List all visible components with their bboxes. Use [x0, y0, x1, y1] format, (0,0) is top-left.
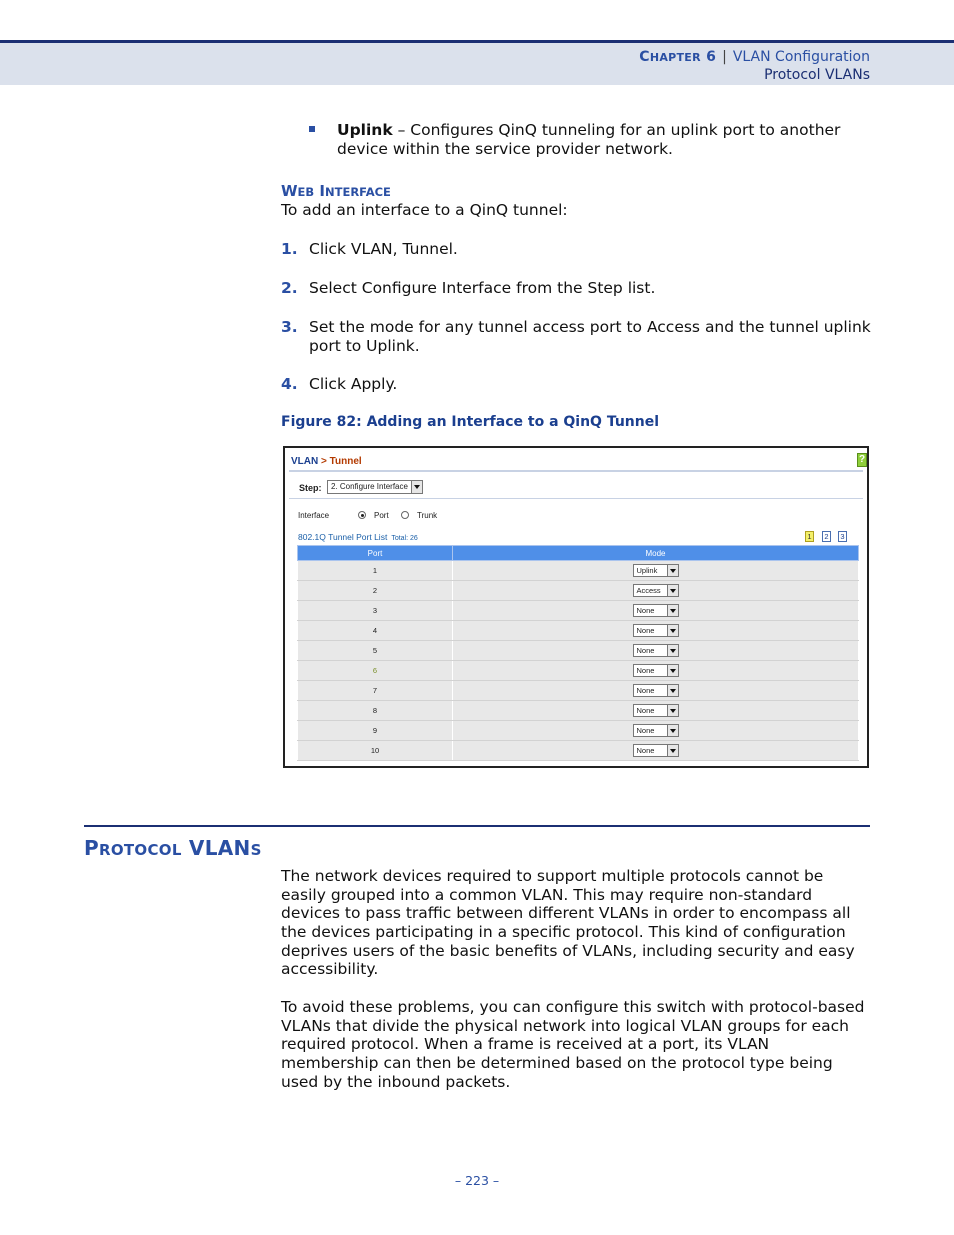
page-3-button[interactable]: 3 [838, 531, 847, 542]
mode-select[interactable]: None [633, 704, 679, 717]
port-cell: 2 [298, 581, 453, 601]
radio-port[interactable] [358, 511, 366, 519]
interface-label: Interface [298, 511, 330, 520]
port-cell: 6 [298, 661, 453, 681]
table-row [298, 681, 859, 701]
section-title: PROTOCOL VLANS [84, 836, 262, 860]
mode-cell [453, 581, 859, 601]
figure-screenshot [283, 446, 869, 768]
chevron-down-icon [667, 725, 678, 736]
mode-cell [453, 681, 859, 701]
title-divider [289, 470, 863, 472]
chapter-label: CHAPTER 6 [639, 49, 717, 65]
step-number: 4. [281, 375, 298, 393]
paragraph-line: membership can then be determined based on the protocol type being [281, 1054, 833, 1072]
port-cell: 10 [298, 741, 453, 761]
paragraph-line: accessibility. [281, 960, 379, 978]
chapter-title: VLAN Configuration [732, 49, 870, 65]
running-header [0, 40, 954, 85]
bullet-line-1: Uplink – Configures QinQ tunneling for an uplink port to another [337, 121, 841, 139]
chevron-down-icon [667, 645, 678, 656]
port-cell: 7 [298, 681, 453, 701]
header-section: Protocol VLANs [764, 67, 870, 83]
table-header-row [298, 546, 859, 561]
chevron-down-icon [667, 705, 678, 716]
mode-select[interactable]: None [633, 664, 679, 677]
table-row [298, 661, 859, 681]
paragraph-line: used by the inbound packets. [281, 1073, 511, 1091]
step-text: Click Apply. [309, 375, 398, 393]
mode-cell [453, 661, 859, 681]
paragraph-line: The network devices required to support multiple protocols cannot be [281, 867, 824, 885]
table-row [298, 621, 859, 641]
step-label: Step: [299, 483, 322, 493]
mode-cell [453, 701, 859, 721]
chevron-down-icon [667, 685, 678, 696]
page-number: – 223 – [454, 1173, 500, 1188]
table-row [298, 721, 859, 741]
step-number: 1. [281, 240, 298, 258]
port-cell: 4 [298, 621, 453, 641]
paragraph-line: the devices participating in a specific protocol. This kind of configuration [281, 923, 846, 941]
table-row [298, 641, 859, 661]
port-cell: 1 [298, 561, 453, 581]
table-row [298, 561, 859, 581]
port-cell: 5 [298, 641, 453, 661]
radio-trunk-label: Trunk [417, 511, 438, 520]
paragraph-line: To avoid these problems, you can configure this switch with protocol-based [281, 998, 865, 1016]
mode-cell [453, 601, 859, 621]
chevron-down-icon [411, 481, 422, 493]
mode-select[interactable]: None [633, 624, 679, 637]
mode-cell [453, 741, 859, 761]
web-interface-intro: To add an interface to a QinQ tunnel: [281, 201, 568, 219]
step-divider [289, 498, 863, 499]
step-text-continued: port to Uplink. [309, 337, 420, 355]
mode-select[interactable]: Uplink [633, 564, 679, 577]
chevron-down-icon [667, 585, 678, 596]
paragraph-line: easily grouped into a common VLAN. This may require non-standard [281, 886, 813, 904]
web-interface-heading: WEB INTERFACE [281, 182, 391, 200]
breadcrumb: VLAN > Tunnel [291, 456, 362, 467]
step-number: 2. [281, 279, 298, 297]
table-row [298, 601, 859, 621]
breadcrumb-current: Tunnel [329, 456, 362, 467]
mode-cell [453, 721, 859, 741]
paragraph-line: required protocol. When a frame is received at a port, its VLAN [281, 1035, 770, 1053]
paragraph-line: devices to pass traffic between different VLANs in order to encompass all [281, 904, 851, 922]
step-select[interactable]: 2. Configure Interface [327, 480, 423, 494]
breadcrumb-vlan-link[interactable]: VLAN [291, 456, 319, 467]
column-header-port: Port [298, 546, 453, 561]
chevron-down-icon [667, 565, 678, 576]
step-number: 3. [281, 318, 298, 336]
header-chapter-line [639, 49, 870, 65]
paragraph-line: VLANs that divide the physical network into logical VLAN groups for each [281, 1017, 849, 1035]
mode-select[interactable]: None [633, 724, 679, 737]
mode-select[interactable]: Access [633, 584, 679, 597]
mode-select[interactable]: None [633, 644, 679, 657]
port-list-title: 802.1Q Tunnel Port List Total: 26 [298, 532, 418, 542]
chevron-down-icon [667, 665, 678, 676]
mode-select[interactable]: None [633, 684, 679, 697]
port-cell: 3 [298, 601, 453, 621]
port-cell: 8 [298, 701, 453, 721]
bullet-square-icon [309, 126, 315, 132]
step-text: Set the mode for any tunnel access port to Access and the tunnel uplink [309, 318, 871, 336]
radio-trunk[interactable] [401, 511, 409, 519]
chevron-down-icon [667, 745, 678, 756]
radio-port-label: Port [374, 511, 389, 520]
port-list-total: Total: 26 [391, 535, 418, 542]
bullet-line-2: device within the service provider network. [337, 140, 673, 158]
header-separator: | [722, 49, 727, 65]
table-row [298, 701, 859, 721]
mode-select[interactable]: None [633, 604, 679, 617]
figure-caption: Figure 82: Adding an Interface to a QinQ Tunnel [281, 414, 660, 430]
port-cell: 9 [298, 721, 453, 741]
page-2-button[interactable]: 2 [822, 531, 831, 542]
table-row [298, 581, 859, 601]
chevron-down-icon [667, 625, 678, 636]
step-text: Click VLAN, Tunnel. [309, 240, 458, 258]
chevron-down-icon [667, 605, 678, 616]
mode-select[interactable]: None [633, 744, 679, 757]
column-header-mode: Mode [453, 546, 859, 561]
port-table [297, 545, 859, 761]
help-icon[interactable]: ? [858, 454, 866, 465]
mode-cell [453, 561, 859, 581]
table-row [298, 741, 859, 761]
paragraph-line: deprives users of the basic benefits of VLANs, including security and easy [281, 942, 855, 960]
step-text: Select Configure Interface from the Step list. [309, 279, 656, 297]
section-divider [84, 825, 870, 827]
mode-cell [453, 641, 859, 661]
page-1-button[interactable]: 1 [805, 531, 814, 542]
mode-cell [453, 621, 859, 641]
